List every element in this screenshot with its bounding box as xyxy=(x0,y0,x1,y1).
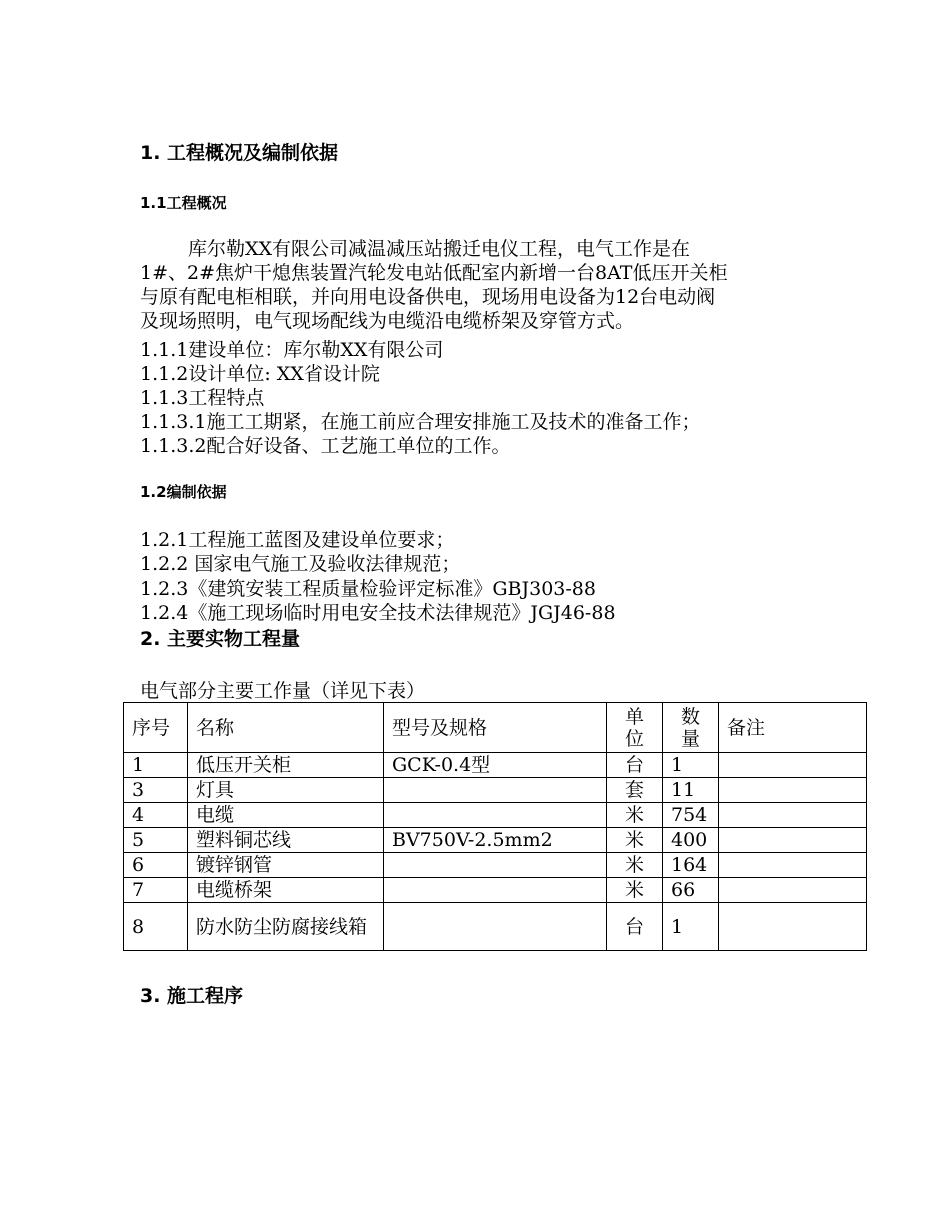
cell-no: 8 xyxy=(124,903,188,951)
cell-no: 7 xyxy=(124,878,188,903)
item-1-2-4: 1.2.4《施工现场临时用电安全技术法律规范》JGJ46-88 xyxy=(140,602,616,624)
cell-spec xyxy=(384,878,607,903)
table-row xyxy=(124,878,867,903)
section-1-1-heading: 1.1工程概况 xyxy=(140,194,227,212)
item-1-2-3: 1.2.3《建筑安装工程质量检验评定标准》GBJ303-88 xyxy=(140,578,596,600)
cell-qty: 754 xyxy=(663,803,719,828)
header-qty-line: 数 xyxy=(680,705,700,728)
table-row xyxy=(124,753,867,778)
item-1-2-2: 1.2.2 国家电气施工及验收法律规范； xyxy=(140,553,461,575)
header-unit-line: 单 xyxy=(624,705,644,728)
section-2-heading: 2. 主要实物工程量 xyxy=(140,628,301,650)
table-caption: 电气部分主要工作量（详见下表） xyxy=(140,680,426,702)
cell-unit: 米 xyxy=(607,828,663,853)
cell-qty: 1 xyxy=(663,903,719,951)
cell-unit: 台 xyxy=(607,903,663,951)
header-qty-line: 量 xyxy=(680,727,700,750)
cell-unit: 米 xyxy=(607,853,663,878)
table-row xyxy=(124,828,867,853)
cell-spec xyxy=(384,903,607,951)
table-row xyxy=(124,803,867,828)
header-unit-line: 位 xyxy=(624,727,644,750)
cell-note xyxy=(719,753,867,778)
cell-qty: 66 xyxy=(663,878,719,903)
cell-spec: BV750V-2.5mm2 xyxy=(384,828,607,853)
cell-no: 4 xyxy=(124,803,188,828)
cell-unit: 米 xyxy=(607,878,663,903)
cell-note xyxy=(719,778,867,803)
section-1-2-heading: 1.2编制依据 xyxy=(140,483,227,501)
header-name: 名称 xyxy=(188,703,384,753)
table-row xyxy=(124,853,867,878)
overview-line: 1#、2#焦炉干熄焦装置汽轮发电站低配室内新增一台8AT低压开关柜 xyxy=(140,262,728,284)
cell-no: 6 xyxy=(124,853,188,878)
cell-qty: 1 xyxy=(663,753,719,778)
section-1-heading: 1. 工程概况及编制依据 xyxy=(140,142,339,164)
cell-no: 1 xyxy=(124,753,188,778)
cell-name: 防水防尘防腐接线箱 xyxy=(188,903,384,951)
cell-qty: 400 xyxy=(663,828,719,853)
cell-name: 电缆桥架 xyxy=(188,878,384,903)
cell-note xyxy=(719,878,867,903)
cell-unit: 套 xyxy=(607,778,663,803)
cell-name: 塑料铜芯线 xyxy=(188,828,384,853)
cell-no: 5 xyxy=(124,828,188,853)
overview-line: 及现场照明，电气现场配线为电缆沿电缆桥架及穿管方式。 xyxy=(140,310,635,332)
cell-qty: 11 xyxy=(663,778,719,803)
table-header-row xyxy=(124,703,867,753)
cell-name: 电缆 xyxy=(188,803,384,828)
cell-name: 低压开关柜 xyxy=(188,753,384,778)
header-qty xyxy=(663,703,719,753)
table-row xyxy=(124,778,867,803)
cell-spec xyxy=(384,853,607,878)
cell-qty: 164 xyxy=(663,853,719,878)
item-1-1-2: 1.1.2设计单位: XX省设计院 xyxy=(140,363,380,385)
item-1-1-3-1: 1.1.3.1施工工期紧，在施工前应合理安排施工及技术的准备工作； xyxy=(140,411,701,433)
item-1-2-1: 1.2.1工程施工蓝图及建设单位要求； xyxy=(140,529,455,551)
cell-name: 灯具 xyxy=(188,778,384,803)
cell-spec xyxy=(384,803,607,828)
cell-spec: GCK-0.4型 xyxy=(384,753,607,778)
cell-name: 镀锌钢管 xyxy=(188,853,384,878)
table-row xyxy=(124,903,867,951)
overview-line: 库尔勒XX有限公司减温减压站搬迁电仪工程，电气工作是在 xyxy=(188,238,691,260)
cell-note xyxy=(719,903,867,951)
cell-note xyxy=(719,828,867,853)
overview-line: 与原有配电柜相联，并向用电设备供电，现场用电设备为12台电动阀 xyxy=(140,286,716,308)
cell-spec xyxy=(384,778,607,803)
cell-note xyxy=(719,853,867,878)
cell-unit: 米 xyxy=(607,803,663,828)
cell-note xyxy=(719,803,867,828)
cell-no: 3 xyxy=(124,778,188,803)
work-quantity-table xyxy=(123,702,867,951)
overview-paragraph xyxy=(140,237,820,333)
section-3-heading: 3. 施工程序 xyxy=(140,985,244,1007)
header-unit xyxy=(607,703,663,753)
header-no: 序号 xyxy=(124,703,188,753)
item-1-1-3: 1.1.3工程特点 xyxy=(140,387,265,409)
item-1-1-3-2: 1.1.3.2配合好设备、工艺施工单位的工作。 xyxy=(140,435,511,457)
header-note: 备注 xyxy=(719,703,867,753)
header-spec: 型号及规格 xyxy=(384,703,607,753)
item-1-1-1: 1.1.1建设单位：库尔勒XX有限公司 xyxy=(140,339,444,361)
cell-unit: 台 xyxy=(607,753,663,778)
